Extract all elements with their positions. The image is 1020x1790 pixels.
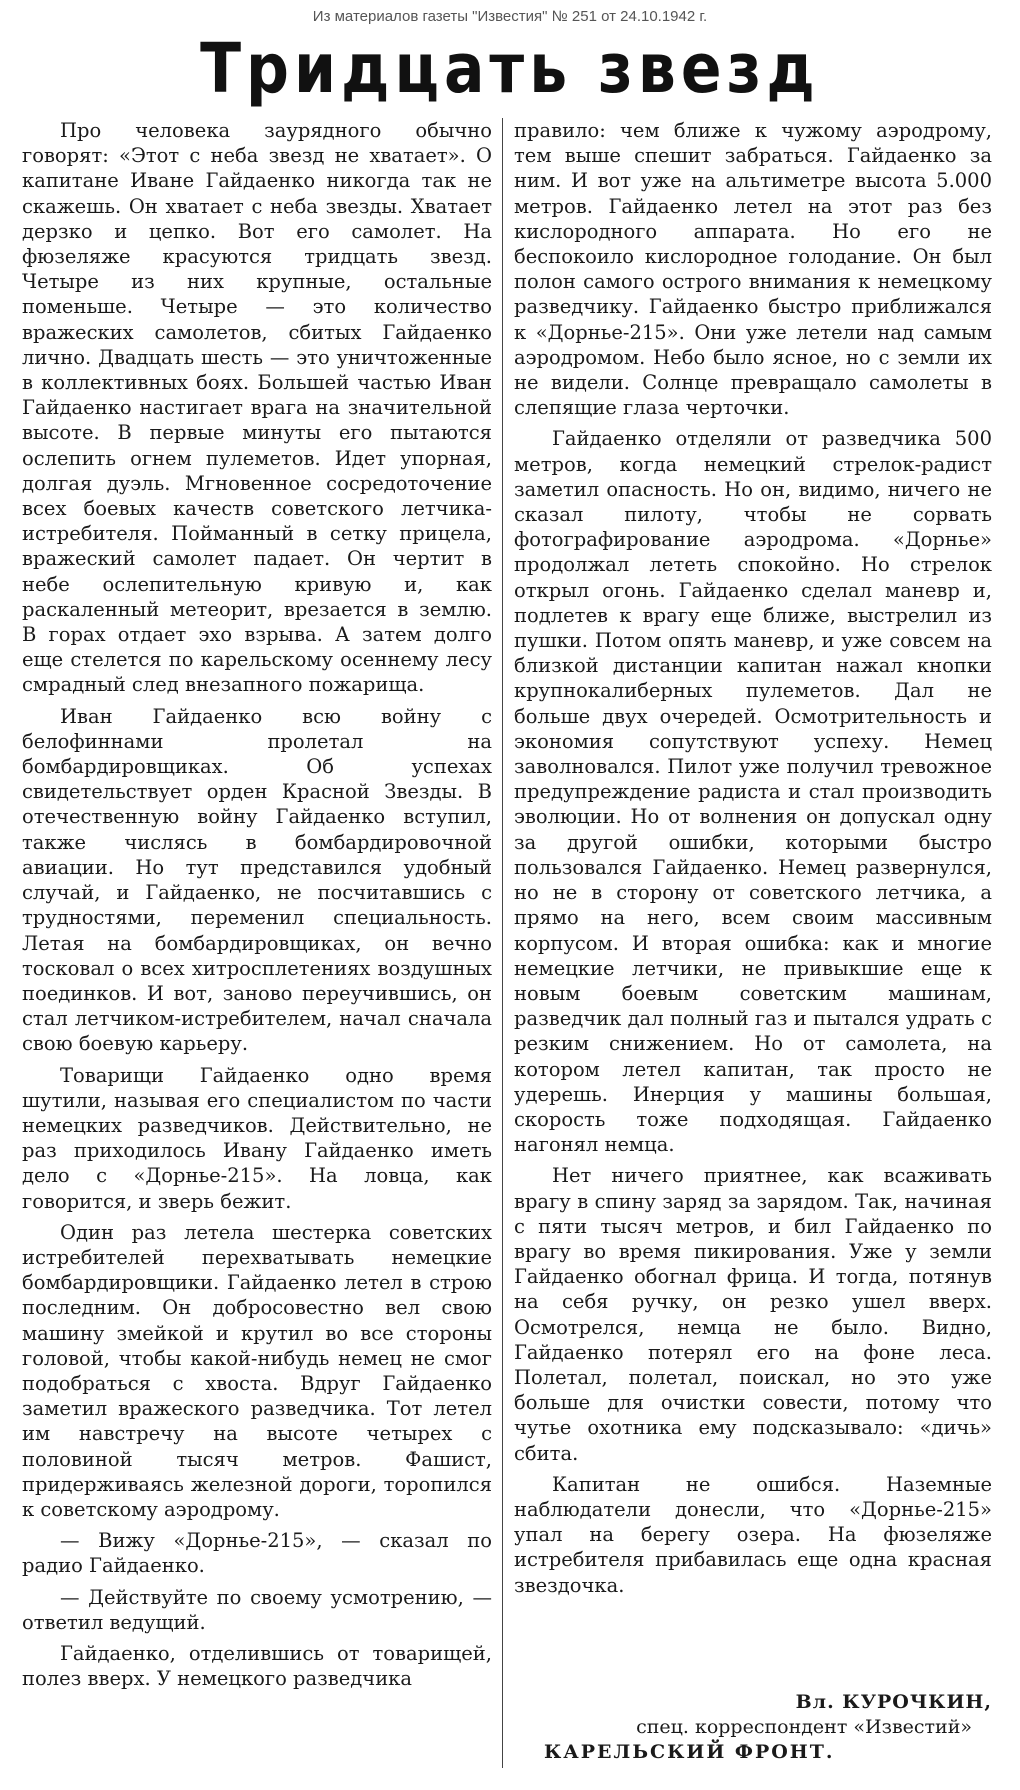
left-column (22, 118, 492, 1697)
right-column (514, 118, 992, 1604)
author-role: спец. корреспондент «Известий» (636, 1716, 972, 1738)
paragraph: Нет ничего приятнее, как всаживать врагу в спину заряд за зарядом. Так, начиная с пяти тысяч метров, и бил Гайдаенко по врагу во время пикирования. Уже у земли Гайдаенко обогнал фрица. И тогда, потянув на себя ручку, он резко ушел вверх. Осмотрелся, немца не было. Видно, Гайдаенко потерял его на фоне леса. Полетал, полетал, поискал, но это уже больше для очистки совести, потому что чутье охотника ему подсказывало: «дичь» сбита. (514, 1164, 992, 1465)
column-divider (502, 118, 503, 1768)
paragraph: Капитан не ошибся. Наземные наблюдатели донесли, что «Дорнье-215» упал на берегу озера. На фюзеляже истребителя прибавилась еще одна красная звездочка. (514, 1472, 992, 1597)
author-name: Вл. КУРОЧКИН, (795, 1691, 992, 1713)
source-caption: Из материалов газеты "Известия" № 251 от 24.10.1942 г. (312, 8, 708, 25)
paragraph: Иван Гайдаенко всю войну с белофиннами пролетал на бомбардировщиках. Об успехах свидетельствует орден Красной Звезды. В отечественную войну Гайдаенко вступил, также числясь в бомбардировочной авиации. Но тут представился удобный случай, и Гайдаенко, не посчитавшись с трудностями, переменил специальность. Летая на бомбардировщиках, он вечно тосковал о всех хитросплетениях воздушных поединков. И вот, заново переучившись, он стал летчиком-истребителем, начал сначала свою боевую карьеру. (22, 704, 492, 1056)
paragraph: — Действуйте по своему усмотрению, — ответил ведущий. (22, 1585, 492, 1634)
paragraph: Про человека заурядного обычно говорят: «Этот с неба звезд не хватает». О капитане Иване Гайдаенко никогда так не скажешь. Он хватает с неба звезды. Хватает дерзко и цепко. Вот его самолет. На фюзеляже красуются тридцать звезд. Четыре из них крупные, остальные поменьше. Четыре — это количество вражеских самолетов, сбитых Гайдаенко лично. Двадцать шесть — это уничтоженные в коллективных боях. Большей частью Иван Гайдаенко настигает врага на значительной высоте. В первые минуты его пытаются ослепить огнем пулеметов. Идет упорная, долгая дуэль. Мгновенное сосредоточение всех боевых качеств советского летчика-истребителя. Пойманный в сетку прицела, вражеский самолет падает. Он чертит в небе ослепительную кривую и, как раскаленный метеорит, врезается в землю. В горах отдает эхо взрыва. А затем долго еще стелется по карельскому осеннему лесу смрадный след внезапного пожарища. (22, 119, 492, 697)
paragraph: правило: чем ближе к чужому аэродрому, тем выше спешит забраться. Гайдаенко за ним. И вот уже на альтиметре высота 5.000 метров. Гайдаенко летел на этот раз без кислородного аппарата. Но его не беспокоило кислородное голодание. Он был полон самого острого внимания к немецкому разведчику. Гайдаенко быстро приближался к «Дорнье-215». Они уже летели над самым аэродромом. Небо было ясное, но с земли их не видели. Солнце превращало самолеты в слепящие глаза черточки. (514, 119, 992, 420)
paragraph: Товарищи Гайдаенко одно время шутили, называя его специалистом по части немецких разведчиков. Действительно, не раз приходилось Ивану Гайдаенко иметь дело с «Дорнье-215». На ловца, как говорится, и зверь бежит. (22, 1063, 492, 1213)
paragraph: — Вижу «Дорнье-215», — сказал по радио Гайдаенко. (22, 1529, 492, 1578)
signature-block (514, 1690, 992, 1765)
paragraph: Гайдаенко, отделившись от товарищей, полез вверх. У немецкого разведчика (22, 1641, 492, 1691)
paragraph: Один раз летела шестерка советских истребителей перехватывать немецкие бомбардировщики. Гайдаенко летел в строю последним. Он добросовестно вел свою машину змейкой и крутил во все стороны головой, чтобы какой-нибудь немец не смог подобраться с хвоста. Вдруг Гайдаенко заметил вражеского разведчика. Тот летел им навстречу на высоте четырех с половиной тысяч метров. Фашист, придерживаясь железной дороги, торопился к советскому аэродрому. (22, 1220, 492, 1521)
front-name: КАРЕЛЬСКИЙ ФРОНТ. (544, 1741, 835, 1763)
article-title: Тридцать звезд (200, 28, 820, 110)
paragraph: Гайдаенко отделяли от разведчика 500 метров, когда немецкий стрелок-радист заметил опасность. Но он, видимо, ничего не сказал пилоту, чтобы не сорвать фотографирование аэродрома. «Дорнье» продолжал лететь спокойно. Но стрелок открыл огонь. Гайдаенко сделал маневр и, подлетев к врагу еще ближе, выстрелил из пушки. Потом опять маневр, и уже совсем на близкой дистанции капитан нажал кнопки крупнокалиберных пулеметов. Дал не больше двух очередей. Осмотрительность и экономия сопутствуют успеху. Немец заволновался. Пилот уже получил тревожное предупреждение радиста и стал производить эволюции. Но от волнения он допускал одну за другой ошибки, которыми быстро пользовался Гайдаенко. Немец развернулся, но не в сторону от советского летчика, а прямо на него, всем своим массивным корпусом. И вторая ошибка: как и многие немецкие летчики, не привыкшие еще к новым боевым советским машинам, разведчик дал полный газ и пытался удрать с резким снижением. Но от самолета, на котором летел капитан, так просто не удерешь. Инерция у машины большая, скорость тоже подходящая. Гайдаенко нагонял немца. (514, 427, 992, 1157)
